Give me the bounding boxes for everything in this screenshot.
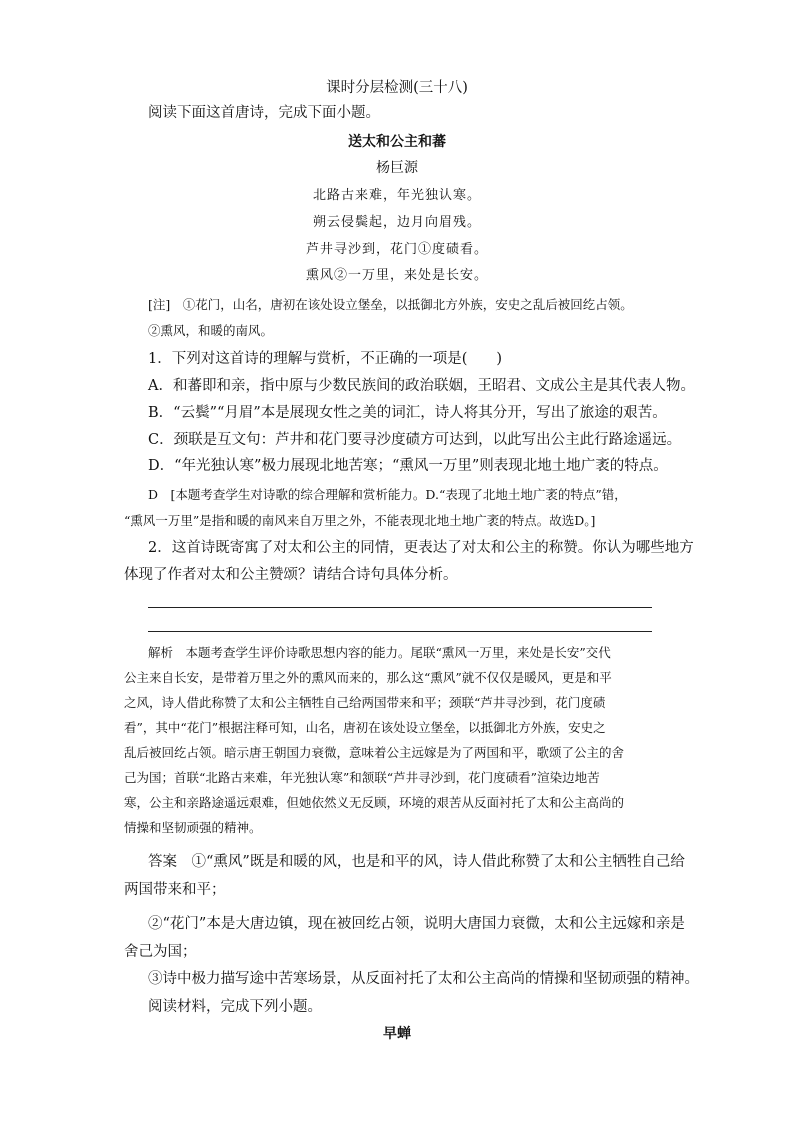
next-instruction: 阅读材料，完成下列小题。	[148, 999, 322, 1015]
analysis-line-1: 解析 本题考查学生评价诗歌思想内容的能力。尾联“熏风一万里，来处是长安”交代	[148, 645, 611, 660]
next-poem-title: 早蝉	[383, 1026, 411, 1042]
question-2-stem-line-1: 2．这首诗既寄寓了对太和公主的同情，更表达了对太和公主的称赞。你认为哪些地方	[148, 540, 694, 556]
poem-line-2: 朔云侵鬓起，边月向眉残。	[312, 215, 481, 230]
option-b: B．“云鬓”“月眉”本是展现女性之美的词汇，诗人将其分开，写出了旅途的艰苦。	[148, 405, 667, 421]
analysis-line-3: 之风，诗人借此称赞了太和公主牺牲自己给两国带来和平；颈联“芦井寻沙到，花门度碛	[124, 695, 606, 710]
answer-blank-line-1	[148, 607, 652, 608]
page-title: 课时分层检测(三十八)	[326, 80, 468, 96]
answer-line-1: 答案 ①“熏风”既是和暖的风，也是和平的风，诗人借此称赞了太和公主牺牲自己给	[148, 854, 685, 870]
poem-note-line-1: [注] ①花门，山名，唐初在该处设立堡垒，以抵御北方外族，安史之乱后被回纥占领。	[148, 297, 633, 312]
answer-line-3: ②“花门”本是大唐边镇，现在被回纥占领，说明大唐国力衰微，太和公主远嫁和亲是	[148, 916, 685, 932]
question-2-stem-line-2: 体现了作者对太和公主赞颂？请结合诗句具体分析。	[124, 567, 458, 583]
question-1-stem: 1．下列对这首诗的理解与赏析，不正确的一项是( )	[148, 351, 503, 367]
analysis-line-6: 己为国；首联“北路古来难，年光独认寒”和颔联“芦井寻沙到，花门度碛看”渲染边地苦	[124, 770, 600, 785]
poem-note-line-2: ②熏风，和暖的南风。	[148, 323, 274, 338]
answer-line-4: 舍己为国；	[124, 944, 197, 960]
question-1-answer-line-2: “熏风一万里”是指和暖的南风来自万里之外，不能表现北地土地广袤的特点。故选D。]	[124, 513, 596, 528]
analysis-line-5: 乱后被回纥占领。暗示唐王朝国力衰微，意味着公主远嫁是为了两国和平，歌颂了公主的舍	[124, 745, 625, 760]
answer-line-2: 两国带来和平；	[124, 882, 226, 898]
analysis-line-8: 情操和坚韧顽强的精神。	[124, 820, 262, 835]
option-d: D．“年光独认寒”极力展现北地苦寒；“熏风一万里”则表现北地土地广袤的特点。	[148, 458, 668, 474]
option-c: C．颈联是互文句：芦井和花门要寻沙度碛方可达到，以此写出公主此行路途遥远。	[148, 432, 682, 448]
answer-line-5: ③诗中极力描写途中苦寒场景，从反面衬托了太和公主高尚的情操和坚韧顽强的精神。	[148, 971, 699, 987]
option-a: A．和蕃即和亲，指中原与少数民族间的政治联姻，王昭君、文成公主是其代表人物。	[148, 378, 695, 394]
poem-line-3: 芦井寻沙到，花门①度碛看。	[305, 242, 488, 257]
poem-line-1: 北路古来难，年光独认寒。	[312, 188, 481, 203]
poem-title: 送太和公主和蕃	[348, 134, 446, 150]
analysis-line-4: 看”，其中“花门”根据注释可知，山名，唐初在该处设立堡垒，以抵御北方外族，安史之	[124, 720, 606, 735]
analysis-line-2: 公主来自长安，是带着万里之外的熏风而来的，那么这“熏风”就不仅仅是暖风，更是和平	[124, 670, 612, 685]
analysis-line-7: 寒，公主和亲路途遥远艰难，但她依然义无反顾，环境的艰苦从反面衬托了太和公主高尚的	[124, 795, 625, 810]
poem-line-4: 熏风②一万里，来处是长安。	[305, 268, 488, 283]
instruction-text: 阅读下面这首唐诗，完成下面小题。	[148, 105, 380, 121]
answer-blank-line-2	[148, 631, 652, 632]
poem-author: 杨巨源	[376, 160, 418, 176]
question-1-answer-line-1: D [本题考查学生对诗歌的综合理解和赏析能力。D.“表现了北地土地广袤的特点”错，	[148, 487, 627, 502]
